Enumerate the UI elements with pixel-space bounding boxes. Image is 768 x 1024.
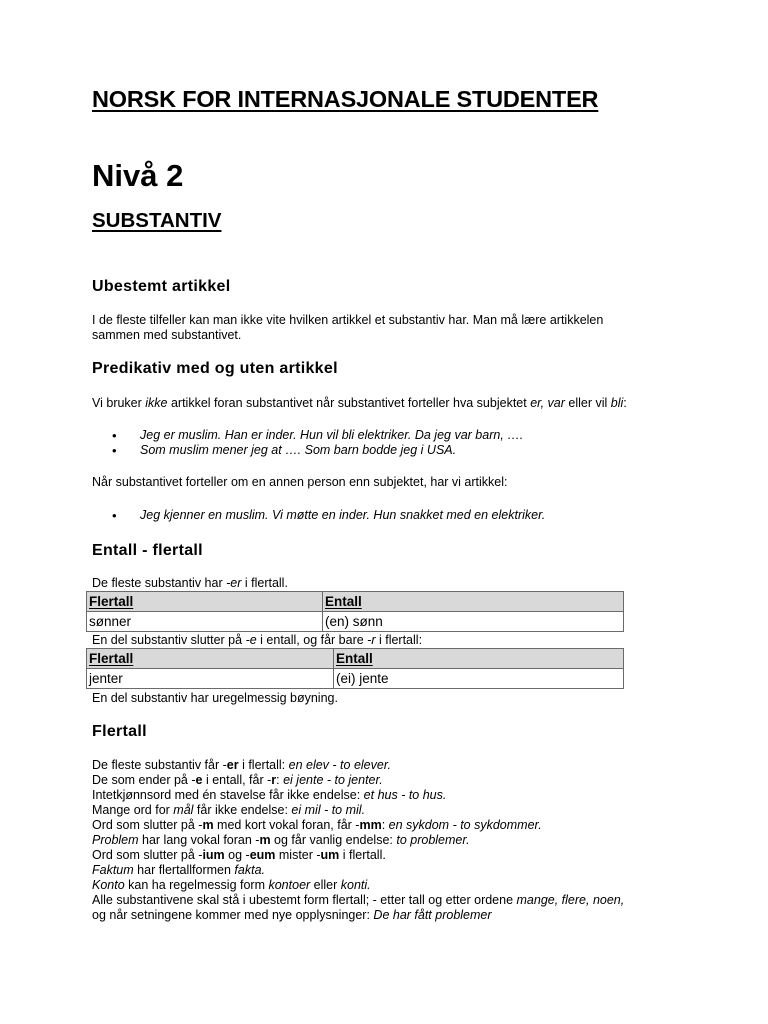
- flertall-rule-line: Alle substantivene skal stå i ubestemt form flertall; - etter tall og etter ordene mange, flere, noen,: [92, 893, 625, 907]
- flertall-entall-table-2: [86, 648, 624, 689]
- table-cell: (en) sønn: [323, 612, 624, 632]
- table-row: [87, 612, 624, 632]
- flertall-rule-line: Ord som slutter på -m med kort vokal foran, får -mm: en sykdom - to sykdommer.: [92, 818, 542, 832]
- list-item: • Jeg kjenner en muslim. Vi møtte en inder. Hun snakket med en elektriker.: [112, 508, 545, 523]
- ubestemt-line-2: sammen med substantivet.: [92, 328, 242, 342]
- list-item: • Jeg er muslim. Han er inder. Hun vil bli elektriker. Da jeg var barn, ….: [112, 428, 523, 443]
- flertall-rule-line: Intetkjønnsord med én stavelse får ikke endelse: et hus - to hus.: [92, 788, 447, 802]
- flertall-heading: Flertall: [92, 723, 147, 740]
- section-heading: SUBSTANTIV: [92, 209, 222, 232]
- table-header-entall: Entall: [334, 649, 624, 669]
- predikativ-heading: Predikativ med og uten artikkel: [92, 360, 338, 377]
- table-cell: jenter: [87, 669, 334, 689]
- ubestemt-paragraph: [92, 313, 603, 343]
- table-cell: sønner: [87, 612, 323, 632]
- list-item: • Som muslim mener jeg at …. Som barn bodde jeg i USA.: [112, 443, 523, 458]
- ubestemt-heading: Ubestemt artikkel: [92, 278, 231, 295]
- table-header-flertall: Flertall: [87, 592, 323, 612]
- document-title: NORSK FOR INTERNASJONALE STUDENTER: [92, 86, 599, 112]
- flertall-rule-line: De som ender på -e i entall, får -r: ei jente - to jenter.: [92, 773, 383, 787]
- table-cell: (ei) jente: [334, 669, 624, 689]
- entall-intro: De fleste substantiv har -er i flertall.: [92, 576, 288, 590]
- table-header-entall: Entall: [323, 592, 624, 612]
- flertall-rule-line: Ord som slutter på -ium og -eum mister -um i flertall.: [92, 848, 386, 862]
- entall-mid-text: En del substantiv slutter på -e i entall, og får bare -r i flertall:: [92, 633, 423, 647]
- ubestemt-line-1: I de fleste tilfeller kan man ikke vite hvilken artikkel et substantiv har. Man må lære artikkelen: [92, 313, 604, 327]
- table-header-flertall: Flertall: [87, 649, 334, 669]
- predikativ-examples-list: [112, 428, 523, 458]
- flertall-rule-line: De fleste substantiv får -er i flertall: en elev - to elever.: [92, 758, 391, 772]
- level-heading: Nivå 2: [92, 158, 184, 193]
- entall-heading: Entall - flertall: [92, 542, 203, 559]
- predikativ-intro: Vi bruker ikke artikkel foran substantivet når substantivet forteller hva subjektet er, var eller vil bli:: [92, 396, 627, 410]
- entall-after-text: En del substantiv har uregelmessig bøyning.: [92, 691, 338, 705]
- flertall-rule-line: Konto kan ha regelmessig form kontoer eller konti.: [92, 878, 371, 892]
- flertall-rule-line: Faktum har flertallformen fakta.: [92, 863, 265, 877]
- flertall-rule-line: og når setningene kommer med nye opplysninger: De har fått problemer: [92, 908, 492, 922]
- artikkel-examples-list: [112, 508, 545, 523]
- flertall-rules: [92, 758, 624, 923]
- table-row: [87, 669, 624, 689]
- flertall-rule-line: Problem har lang vokal foran -m og får vanlig endelse: to problemer.: [92, 833, 470, 847]
- flertall-rule-line: Mange ord for mål får ikke endelse: ei mil - to mil.: [92, 803, 366, 817]
- flertall-entall-table-1: [86, 591, 624, 632]
- predikativ-intro-2: Når substantivet forteller om en annen person enn subjektet, har vi artikkel:: [92, 475, 508, 489]
